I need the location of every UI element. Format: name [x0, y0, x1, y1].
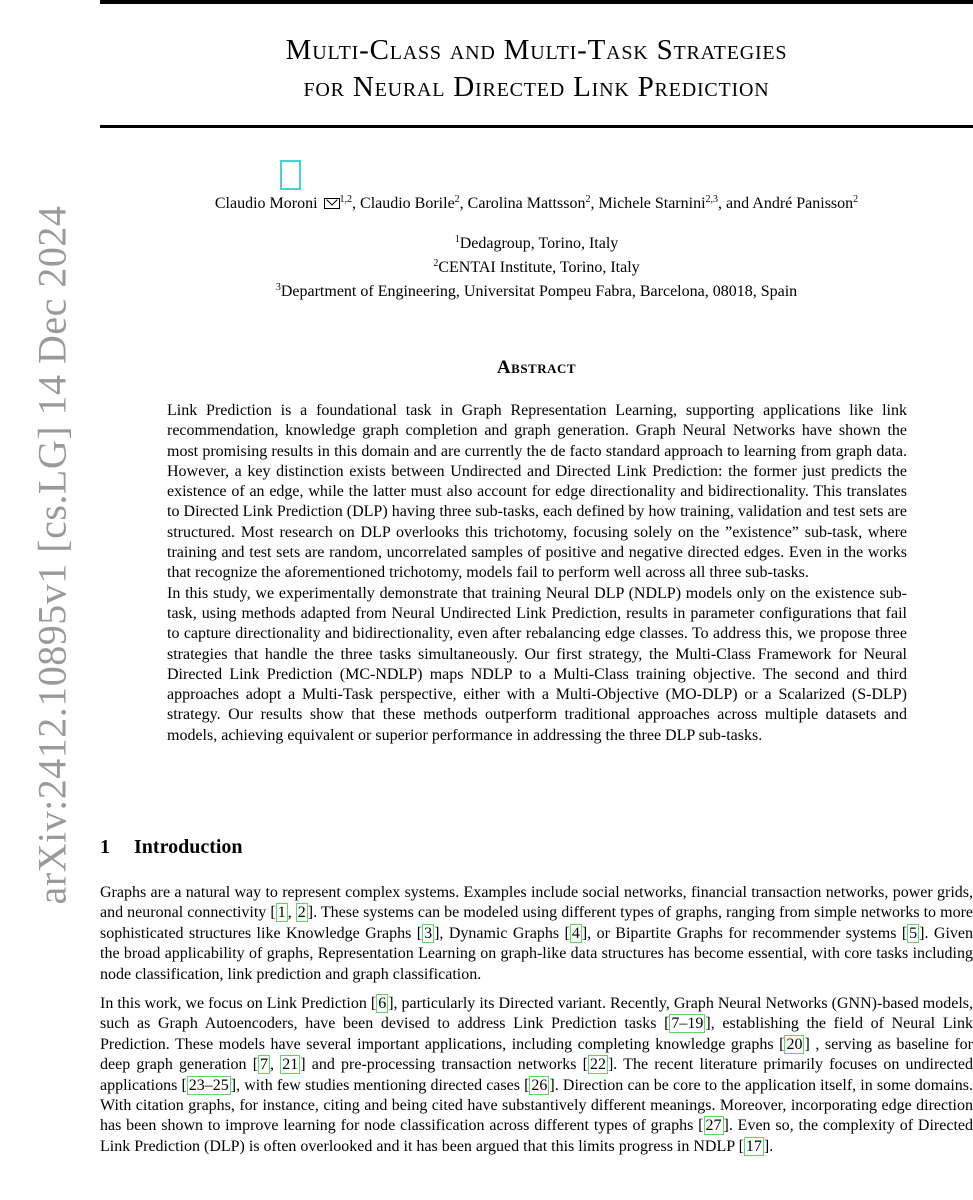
title-line-2: for Neural Directed Link Prediction [303, 71, 770, 103]
citation-link[interactable]: 21 [282, 1056, 299, 1074]
author-affil-sup: 1,2 [339, 194, 353, 205]
affiliation-sup: 2 [433, 258, 439, 269]
paper-title [100, 32, 973, 106]
affiliation-line [100, 278, 973, 302]
author-affil-sup: 2 [585, 194, 591, 205]
section-title: Introduction [134, 836, 243, 858]
author-name: Claudio Moroni [214, 195, 318, 212]
citation-link[interactable]: 26 [531, 1076, 548, 1094]
orcid-link-box[interactable] [280, 160, 301, 190]
citation-link[interactable]: 6 [378, 995, 387, 1013]
abstract-paragraph: In this study, we experimentally demonstrate that training Neural DLP (NDLP) models only on the existence sub-task, using methods adapted from Neural Undirected Link Prediction, results in parameter configurations that fail to capture directionality and bidirectionality, even after rebalancing edge classes. To address this, we propose three strategies that handle the three tasks simultaneously. Our first strategy, the Multi-Class Framework for Neural Directed Link Prediction (MC-NDLP) maps NDLP to a Multi-Class training objective. The second and third approaches adopt a Multi-Task perspective, either with a Multi-Objective (MO-DLP) or a Scalarized (S-DLP) strategy. Our results show that these methods outperform traditional approaches across multiple datasets and models, achieving equivalent or superior performance in addressing the three DLP sub-tasks. [167, 584, 907, 744]
author-name: André Panisson [752, 195, 854, 212]
citation-link[interactable]: 7–19 [671, 1015, 704, 1033]
arxiv-stamp[interactable]: arXiv:2412.10895v1 [cs.LG] 14 Dec 2024 [29, 205, 75, 905]
affiliation-line [100, 230, 973, 254]
affiliation-sup: 3 [275, 282, 281, 293]
intro-paragraph: In this work, we focus on Link Prediction [ 6 ], particularly its Directed variant. Recently, Graph Neural Networks (GNN)-based models, such as Graph Autoencoders, have been devised to address Link Prediction tasks [ 7–19 ], establishing the field of Neural Link Prediction. These models have several important applications, including completing knowledge graphs [ 20 ] , serving as baseline for deep graph generation [ 7 , 21 ] and pre-processing transaction networks [ 22 ]. The recent literature primarily focuses on undirected applications [ 23–25 ], with few studies mentioning directed cases [ 26 ]. Direction can be core to the application itself, in some domains. With citation graphs, for instance, citing and being cited have substantively different meanings. Moreover, incorporating edge direction has been shown to improve learning for node classification across different types of graphs [ 27 ]. Even so, the complexity of Directed Link Prediction (DLP) is often overlooked and it has been argued that this limits progress in NDLP [ 17 ]. [100, 995, 973, 1155]
intro-paragraph: Graphs are a natural way to represent complex systems. Examples include social networks, financial transaction networks, power grids, and neuronal connectivity [ 1 , 2 ]. These systems can be modeled using different types of graphs, ranging from simple networks to more sophisticated structures like Knowledge Graphs [ 3 ], Dynamic Graphs [ 4 ], or Bipartite Graphs for recommender systems [ 5 ]. Given the broad applicability of graphs, Representation Learning on graph-like data structures has become essential, with core tasks including node classification, link prediction and graph classification. [100, 884, 973, 983]
abstract-body [167, 401, 907, 746]
author-name: Carolina Mattsson [467, 195, 586, 212]
abstract-heading: Abstract [496, 357, 577, 378]
introduction-body [100, 883, 973, 1166]
citation-link[interactable]: 2 [297, 904, 306, 922]
author-affil-sup: 2 [853, 194, 859, 205]
affiliations [100, 230, 973, 302]
section-number: 1 [100, 836, 110, 858]
citation-link[interactable]: 17 [745, 1137, 762, 1155]
citation-link[interactable]: 5 [909, 924, 918, 942]
citation-link[interactable]: 22 [589, 1056, 606, 1074]
citation-link[interactable]: 7 [260, 1056, 269, 1074]
citation-link[interactable]: 27 [705, 1117, 722, 1135]
affiliation-text: Department of Engineering, Universitat Pompeu Fabra, Barcelona, 08018, Spain [280, 283, 798, 300]
abstract-paragraph: Link Prediction is a foundational task in Graph Representation Learning, supporting applications like link recommendation, knowledge graph completion and graph generation. Graph Neural Networks have shown the most promising results in this domain and are currently the de facto standard approach to learning from graph data. However, a key distinction exists between Undirected and Directed Link Prediction: the former just predicts the existence of an edge, while the latter must also account for edge directionality and bidirectionality. This translates to Directed Link Prediction (DLP) having three sub-tasks, each defined by how training, validation and test sets are structured. Most research on DLP overlooks this trichotomy, focusing solely on the ”existence” sub-task, where training and test sets are random, uncorrelated samples of positive and negative directed edges. Even in the works that recognize the aforementioned trichotomy, models fail to perform well across all three sub-tasks. [167, 402, 907, 582]
citation-link[interactable]: 20 [786, 1035, 803, 1053]
author-conjunction: and [726, 195, 750, 212]
author-affil-sup: 2,3 [705, 194, 719, 205]
affiliation-sup: 1 [454, 234, 460, 245]
author-affil-sup: 2 [454, 194, 460, 205]
mail-icon[interactable] [324, 198, 340, 209]
author-name: Michele Starnini [598, 195, 706, 212]
author-name: Claudio Borile [360, 195, 455, 212]
citation-link[interactable]: 3 [424, 924, 433, 942]
section-heading [100, 836, 243, 859]
citation-link[interactable]: 23–25 [188, 1076, 229, 1094]
citation-link[interactable]: 1 [277, 904, 286, 922]
author-list: Claudio Moroni $^{1,2}$, Claudio Borile$^2$, Carolina Mattsson$^2$, Michele Starnini$^{2,3}$, and André Panisson$^2$ [214, 194, 859, 212]
affiliation-line [100, 254, 973, 278]
title-line-1: Multi-Class and Multi-Task Strategies [285, 34, 788, 66]
affiliation-text: CENTAI Institute, Torino, Italy [438, 259, 640, 276]
title-bottom-rule [100, 125, 973, 128]
citation-link[interactable]: 4 [571, 924, 580, 942]
top-rule [100, 0, 973, 4]
affiliation-text: Dedagroup, Torino, Italy [459, 235, 619, 252]
